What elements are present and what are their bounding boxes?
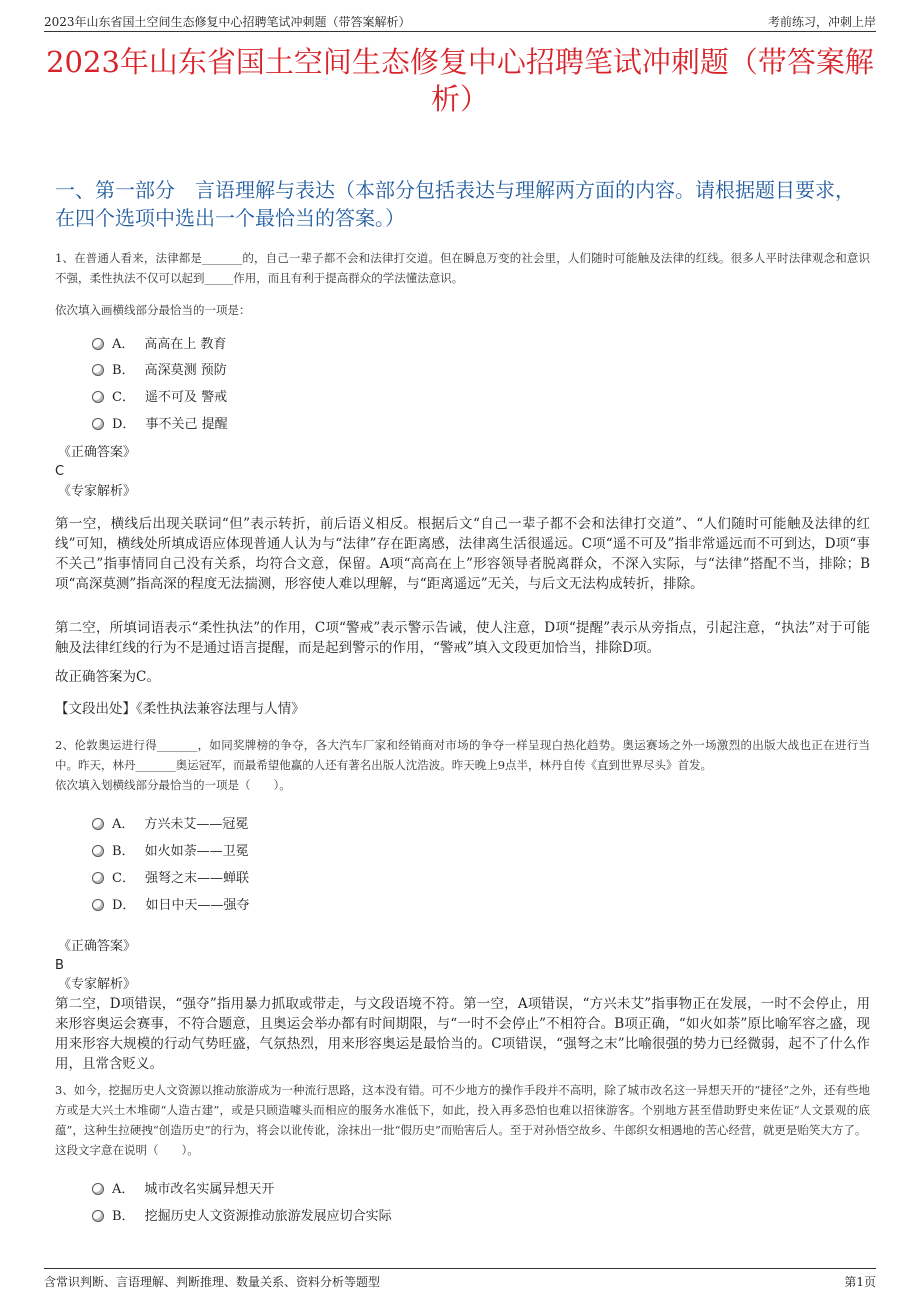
header-slogan: 考前练习，冲刺上岸 [767, 15, 876, 29]
document-title: 2023年山东省国土空间生态修复中心招聘笔试冲刺题（带答案解析） [46, 45, 874, 116]
question-1 [55, 248, 870, 288]
q2-option-b[interactable]: B． 如火如荼——卫冕 [92, 843, 249, 861]
question-3 [55, 1080, 870, 1160]
question-2-text: 2、伦敦奥运进行得_______，如同奖牌榜的争夺，各大汽车厂家和经销商对市场的争夺一样呈现白热化趋势。奥运赛场之外一场激烈的出版大战也正在进行当中。昨天，林丹_______奥运冠军，而最希望他赢的人还有著名出版人沈浩波。昨天晚上9点半，林丹自传《直到世界尽头》首发。 [55, 738, 870, 772]
q1-answer: C [55, 464, 65, 479]
q1-analysis-label: 《专家解析》 [58, 484, 137, 499]
q1-analysis-paragraph-2: 第二空，所填词语表示“柔性执法”的作用，C项“警戒”表示警示告诫，使人注意，D项“提醒”表示从旁指点，引起注意，“执法”对于可能触及法律红线的行为不是通过语言提醒，而是起到警示的作用，“警戒”填入文段更加恰当，排除D项。 [55, 620, 870, 656]
footer-note: 含常识判断、言语理解、判断推理、数量关系、资料分析等题型 [44, 1275, 381, 1289]
radio-icon[interactable] [92, 364, 104, 376]
q2-answer: B [55, 958, 64, 973]
q1-answer-label: 《正确答案》 [58, 445, 137, 460]
q3-option-a[interactable]: A． 城市改名实属异想天开 [92, 1181, 274, 1199]
radio-icon[interactable] [92, 818, 104, 830]
q1-analysis-paragraph-1: 第一空，横线后出现关联词“但”表示转折，前后语义相反。根据后文“自己一辈子都不会和法律打交道”、“人们随时可能触及法律的红线”可知，横线处所填成语应体现普通人认为与“法律”存在距离感，法律离生活很遥远。C项“遥不可及”指非常遥远而不可到达，D项“事不关己”指事情同自己没有关系，均符合文意，保留。A项“高高在上”形容领导者脱离群众，不深入实际，与“法律”搭配不当，排除；B项“高深莫测”指高深的程度无法揣测，形容使人难以理解，与“距离遥远”无关，与后文无法构成转折，排除。 [55, 516, 870, 592]
header-title: 2023年山东省国土空间生态修复中心招聘笔试冲刺题（带答案解析） [44, 15, 411, 29]
question-3-text: 3、如今，挖掘历史人文资源以推动旅游成为一种流行思路，这本没有错。可不少地方的操作手段并不高明，除了城市改名这一异想天开的“捷径”之外，还有些地方或是大兴土木堆砌“人造古建”，或是只顾造噱头而相应的服务水准低下，如此，投入再多恐怕也难以招徕游客。个别地方甚至借助野史来佐证“人文景观的底蕴”，这种生拉硬拽“创造历史”的行为，将会以讹传讹，涂抹出一批“假历史”而贻害后人。至于对孙悟空故乡、牛郎织女相遇地的苦心经营，就更是贻笑大方了。 [55, 1083, 870, 1137]
question-3-prompt: 这段文字意在说明（ ）。 [55, 1143, 199, 1157]
radio-icon[interactable] [92, 845, 104, 857]
q1-option-a[interactable]: A． 高高在上 教育 [92, 336, 227, 354]
q2-answer-label: 《正确答案》 [58, 939, 137, 954]
q2-option-c[interactable]: C． 强弩之末——蝉联 [92, 870, 249, 888]
question-1-text: 1、在普通人看来，法律都是_______的，自己一辈子都不会和法律打交道。但在瞬息万变的社会里，人们随时可能触及法律的红线。很多人平时法律观念和意识不强，柔性执法不仅可以起到_____作用，而且有利于提高群众的学法懂法意识。 [55, 251, 870, 285]
question-2-prompt: 依次填入划横线部分最恰当的一项是（ ）。 [55, 778, 291, 792]
q3-option-b[interactable]: B． 挖掘历史人文资源推动旅游发展应切合实际 [92, 1208, 392, 1226]
radio-icon[interactable] [92, 418, 104, 430]
q1-conclusion: 故正确答案为C。 [55, 669, 160, 685]
radio-icon[interactable] [92, 872, 104, 884]
q1-option-d[interactable]: D． 事不关己 提醒 [92, 416, 228, 434]
page-number: 第1页 [844, 1275, 876, 1289]
question-1-prompt: 依次填入画横线部分最恰当的一项是： [55, 303, 251, 317]
radio-icon[interactable] [92, 1210, 104, 1222]
radio-icon[interactable] [92, 1183, 104, 1195]
page-footer [44, 1268, 876, 1292]
q2-analysis-label: 《专家解析》 [58, 977, 137, 992]
section-heading: 一、第一部分 言语理解与表达（本部分包括表达与理解两方面的内容。请根据题目要求，在四个选项中选出一个最恰当的答案。） [55, 178, 855, 230]
radio-icon[interactable] [92, 338, 104, 350]
q1-option-b[interactable]: B． 高深莫测 预防 [92, 362, 227, 380]
q2-option-d[interactable]: D． 如日中天——强夺 [92, 897, 249, 915]
radio-icon[interactable] [92, 899, 104, 911]
q2-analysis: 第二空，D项错误，“强夺”指用暴力抓取或带走，与文段语境不符。第一空，A项错误，“方兴未艾”指事物正在发展，一时不会停止，用来形容奥运会赛事，不符合题意，且奥运会举办都有时间期限，与“一时不会停止”不相符合。B项正确，“如火如荼”原比喻军容之盛，现用来形容大规模的行动气势旺盛，气氛热烈，用来形容奥运是最恰当的。C项错误，“强弩之末”比喻很强的势力已经微弱，起不了什么作用，且常含贬义。 [55, 996, 870, 1072]
q1-option-c[interactable]: C． 遥不可及 警戒 [92, 389, 227, 407]
question-2 [55, 735, 870, 795]
page-header [44, 10, 876, 32]
radio-icon[interactable] [92, 391, 104, 403]
q2-option-a[interactable]: A． 方兴未艾——冠冕 [92, 816, 248, 834]
q1-source: 【文段出处】《柔性执法兼容法理与人情》 [55, 701, 305, 717]
